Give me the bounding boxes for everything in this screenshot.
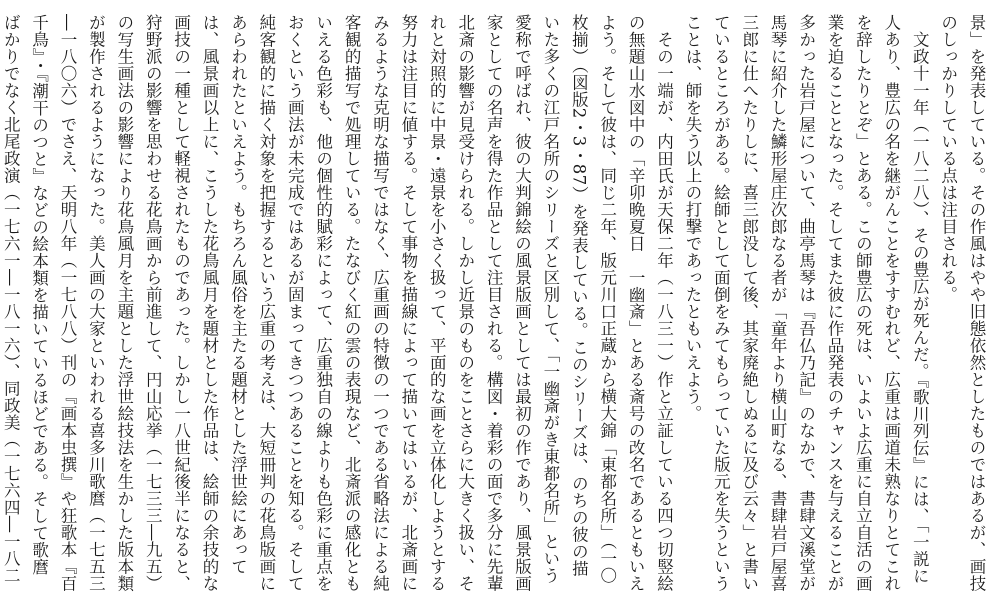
- paragraph-3: その一端が、内田氏が天保二年（一八三一）作と立証している四つ切竪絵の無題山水図中の「辛卯晩夏日 一幽斎」とある斎号の改名であるともいえよう。そして彼は、同じ二年、版元川口正蔵から横大錦「東都名所」（一〇枚揃）（図版2・3・87）を発表している。このシリーズは、のちの彼の描いた多くの江戸名所のシリーズと区別して、「一幽斎がき東都名所」という愛称で呼ばれ、彼の大判錦絵の風景版画としては最初の作であり、風景版画家としての名声を得た作品として注目される。構図・着彩の面で多分に先輩北斎の影響が見受けられる。しかし近景のものをことさらに大きく扱い、それと対照的に中景・遠景を小さく扱って、平面的な画を立体化しようとする努力は注目に値する。そして事物を描線によって描いてはいるが、北斎画にみるような克明な描写ではなく、広重画の特徴の一つである省略法による純客観的描写で処理している。たなびく紅の雲の表現など、北斎派の感化ともいえる色彩も、他の個性的賦彩によって、広重独自の線よりも色彩に重点をおくという画法が未完成ではあるが固まってきつつあることを知る。そして純客観的に描く対象を把握するという広重の考えは、大短冊判の花鳥版画にあらわれたといえよう。もちろん風俗を主たる題材とした浮世絵にあっては、風景画以上に、こうした花鳥風月を題材とした作品は、絵師の余技的な画技の一種として軽視されたものであった。しかし一八世紀後半になると、狩野派の影響を思わせる花鳥画から前進して、円山応挙（一七三三―九五）の写生画法の影響により花鳥風月を主題とした浮世絵技法を生かした版本類が製作されるようになった。美人画の大家といわれる喜多川歌麿（一七五三―一八〇六）でさえ、天明八年（一七八八）刊の『画本虫撰』や狂歌本『百千鳥』・『潮干のつと』などの絵本類を描いているほどである。そして歌麿ばかりでなく北尾政演（一七六一―一八一六）、同政美（一七六四―一八二: [1, 14, 674, 592]
- vertical-text-block: [1, 14, 990, 592]
- paragraph-2: 文政十一年（一八二八）、その豊広が死んだ。『歌川列伝』には、「一説に人あり、豊広の名を継がんことをすすむれど、広重は画道未熟なりとてこれを辞したりとぞ」とある。この師豊広の死は、いよいよ広重に自立自活の画業を迫ることとなった。そしてまた彼に作品発表のチャンスを与えることが多かった岩戸屋について、曲亭馬琴は『吾仏乃記』のなかで、書肆文溪堂が馬琴に紹介した鱗形屋庄次郎なる者が「童年より横山町なる、書肆岩戸屋喜三郎に仕へたりしに、喜三郎没して後、其家廃絶しぬるに及び云々」と書いているところがある。絵師として面倒をみてもらっていた版元を失うということは、師を失う以上の打撃であったともいえよう。: [682, 14, 930, 592]
- paragraph-1: 景」を発表している。その作風はやや旧態依然としたものではあるが、画技のしっかりしている点は注目される。: [938, 14, 986, 592]
